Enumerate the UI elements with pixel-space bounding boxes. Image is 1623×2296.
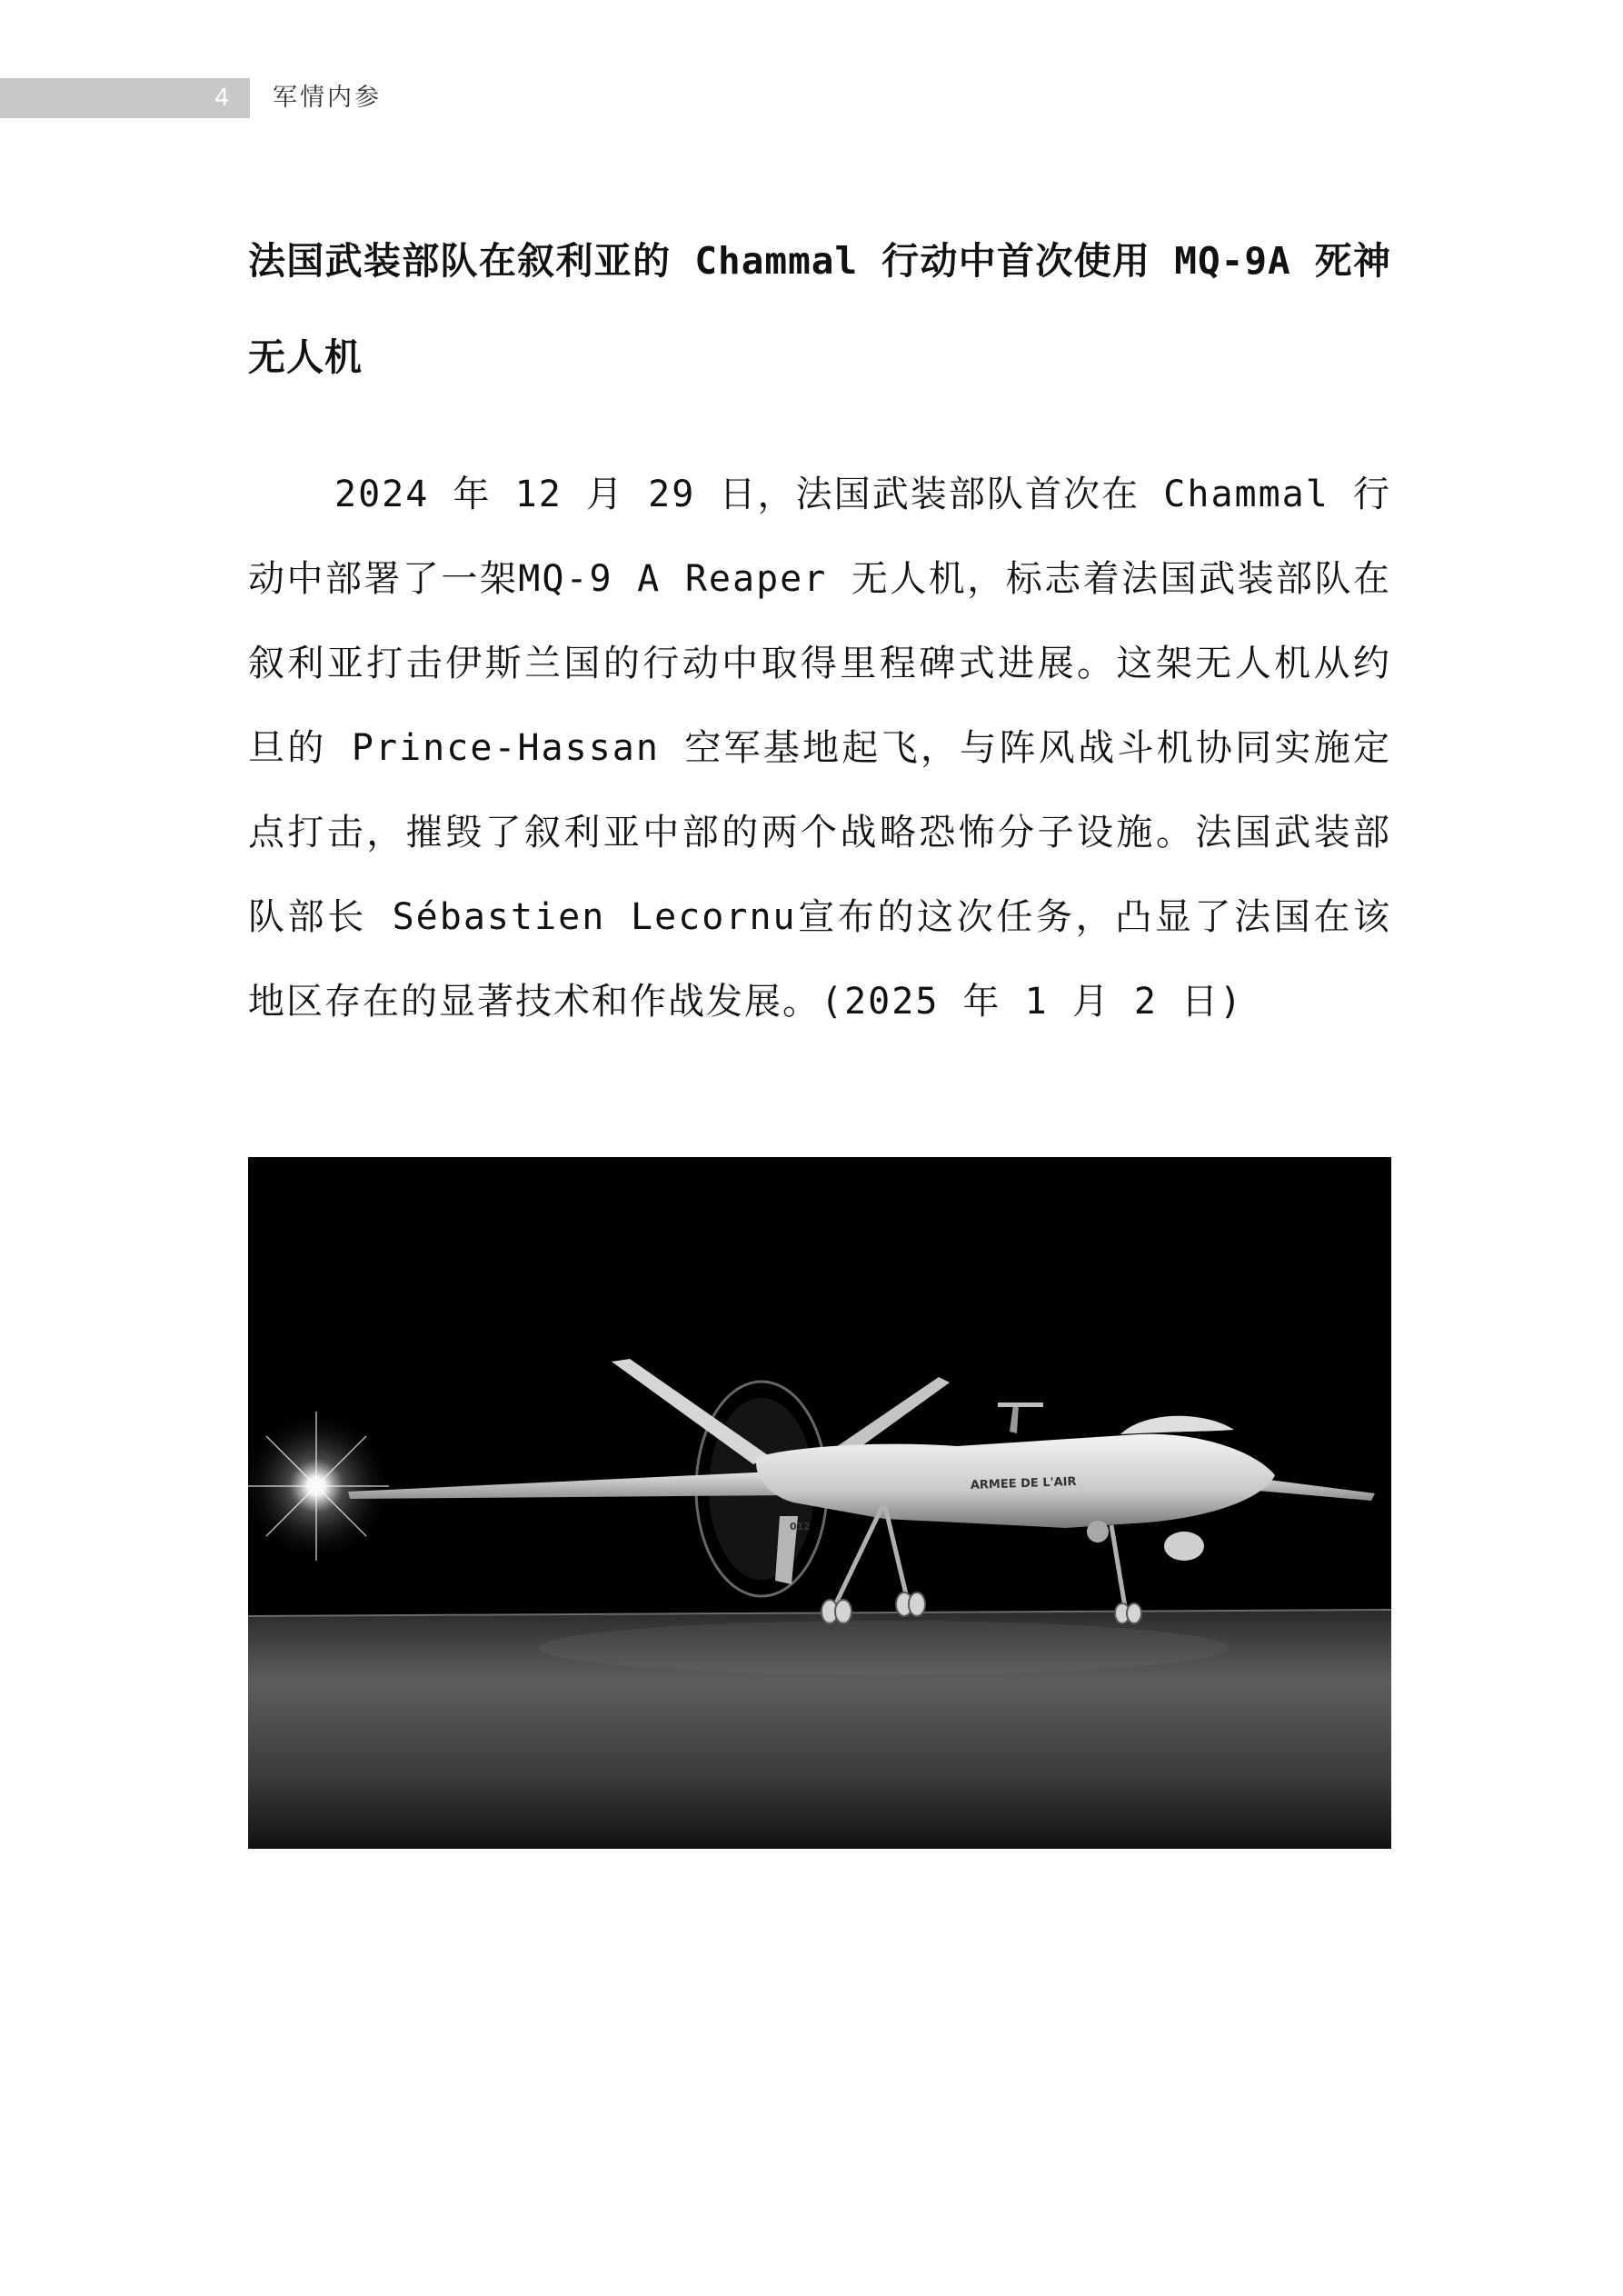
drone-photo-illustration [248, 1157, 1391, 1849]
article-title: 法国武装部队在叙利亚的 Chammal 行动中首次使用 MQ-9A 死神无人机 [248, 239, 1391, 379]
page-number: 4 [214, 85, 230, 112]
fuselage-marking: ARMEE DE L'AIR [970, 1474, 1077, 1492]
article-photo [248, 1157, 1391, 1849]
article-body: 2024 年 12 月 29 日，法国武装部队首次在 Chammal 行动中部署了一架MQ-9 A Reaper 无人机，标志着法国武装部队在叙利亚打击伊斯兰国的行动中取得里程碑式进展。这架无人机从约旦的 Prince-Hassan 空军基地起飞，与阵风战斗机协同实施定点打击，摧毁了叙利亚中部的两个战略恐怖分子设施。法国武装部队部长 Sébastien Lecornu宣布的这次任务，凸显了法国在该地区存在的显著技术和作战发展。(2025 年 1 月 2 日) [248, 474, 1391, 1023]
header-bar [0, 78, 250, 118]
running-title: 军情内参 [273, 84, 382, 112]
tail-number: 012 [790, 1521, 811, 1532]
